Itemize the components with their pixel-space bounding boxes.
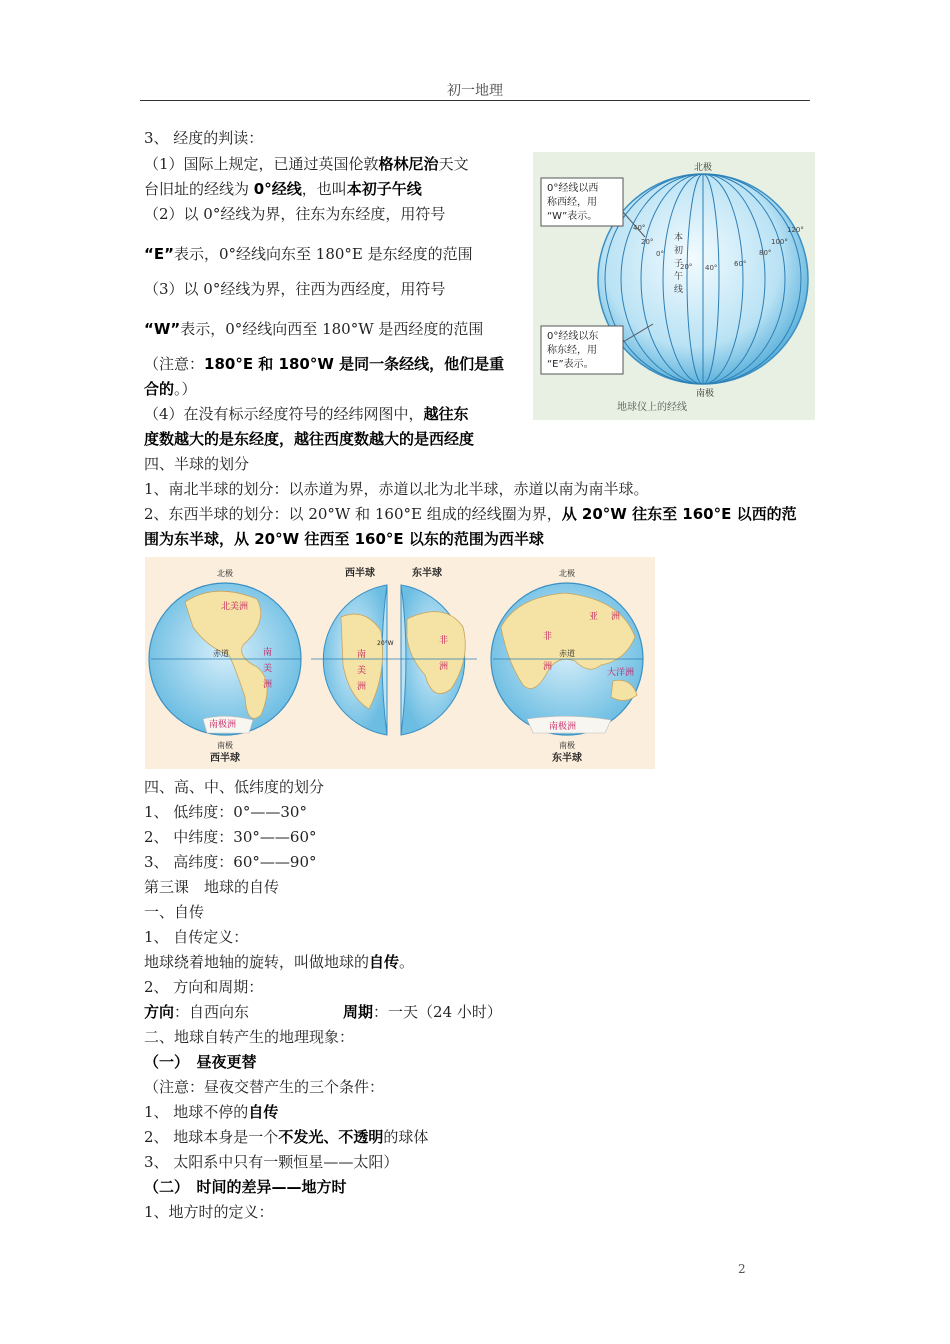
svg-text:线: 线 <box>674 285 684 295</box>
line-greenwich: （1）国际上规定，已通过英国伦敦格林尼治天文 <box>144 155 469 173</box>
svg-text:子: 子 <box>674 259 684 269</box>
north-pole-label: 北极 <box>693 163 713 173</box>
section-hemisphere: 四、半球的划分 <box>144 455 250 473</box>
svg-text:初: 初 <box>674 246 684 256</box>
svg-text:40°: 40° <box>633 224 646 232</box>
svg-text:“W”表示。: “W”表示。 <box>547 211 598 222</box>
section-rotation: 一、自传 <box>144 903 205 921</box>
line-unmarked-grid-end: 度数越大的是东经度，越往西度数越大的是西经度 <box>144 430 475 448</box>
svg-text:称东经，用: 称东经，用 <box>547 345 597 356</box>
south-pole-label: 南极 <box>695 389 715 399</box>
svg-text:100°: 100° <box>771 238 788 246</box>
line-condition-3: 3、 太阳系中只有一颗恒星——太阳） <box>144 1153 399 1171</box>
svg-text:称西经，用: 称西经，用 <box>547 197 597 208</box>
line-local-time-definition: 1、地方时的定义： <box>144 1203 274 1221</box>
line-direction-period: 方向：自西向东 周期：一天（24 小时） <box>144 1003 502 1021</box>
section-latitude: 四、高、中、低纬度的划分 <box>144 778 325 796</box>
line-rotation-definition: 地球绕着地轴的旋转，叫做地球的自传。 <box>144 953 415 971</box>
section-phenomena: 二、地球自转产生的地理现象： <box>144 1028 355 1046</box>
hemisphere-division-figure <box>145 557 655 769</box>
line-prime-meridian: 台旧址的经线为 0°经线，也叫本初子午线 <box>144 180 422 198</box>
fig2-equator-east: 赤道 <box>559 649 575 658</box>
antarctica-label-east: 南极洲 <box>549 722 577 732</box>
line-day-night-note: （注意：昼夜交替产生的三个条件： <box>144 1078 385 1096</box>
north-america-label: 北美洲 <box>221 602 249 612</box>
fig2-north-pole-west: 北极 <box>217 569 233 578</box>
figure1-caption: 地球仪上的经线 <box>617 402 687 413</box>
line-high-latitude: 3、 高纬度：60°——90° <box>144 853 317 871</box>
africa-label-2: 洲 <box>543 662 553 672</box>
asia-label-1: 亚 <box>589 612 599 622</box>
antarctica-label-west: 南极洲 <box>209 720 237 730</box>
fig2-north-pole-east: 北极 <box>559 569 575 578</box>
subsection-local-time: （二） 时间的差异——地方时 <box>144 1178 347 1196</box>
fig2-equator-west: 赤道 <box>213 649 229 658</box>
line-ew-hemisphere: 2、东西半球的划分：以 20°W 和 160°E 组成的经线圈为界，从 20°W 往东至 160°E 以西的范 <box>144 505 797 523</box>
svg-text:20°: 20° <box>680 263 693 271</box>
africa-label-1: 非 <box>543 632 553 642</box>
page-header-title: 初一地理 <box>447 83 503 99</box>
fig2-east-hemisphere-title: 东半球 <box>412 568 442 579</box>
south-america-label-2: 美 <box>263 664 273 674</box>
lesson-title: 第三课 地球的自传 <box>144 878 280 896</box>
subsection-day-night: （一） 昼夜更替 <box>144 1053 257 1071</box>
line-low-latitude: 1、 低纬度：0°——30° <box>144 803 307 821</box>
globe-meridians-figure <box>533 152 815 420</box>
east-hemisphere-globe <box>491 583 643 735</box>
svg-text:0°经线以西: 0°经线以西 <box>547 183 599 194</box>
fig2-meridian-label: 20°W <box>377 640 394 647</box>
fig2-south-pole-west: 南极 <box>217 741 233 750</box>
split-south-america-1: 南 <box>357 650 367 660</box>
line-condition-1: 1、 地球不停的自传 <box>144 1103 279 1121</box>
line-longitude-reading: 3、 经度的判读： <box>144 129 264 147</box>
asia-label-2: 洲 <box>611 612 621 622</box>
south-america-label-3: 洲 <box>263 680 273 690</box>
line-condition-2: 2、 地球本身是一个不发光、不透明的球体 <box>144 1128 429 1146</box>
fig2-west-hemisphere-title: 西半球 <box>345 568 375 579</box>
line-mid-latitude: 2、 中纬度：30°——60° <box>144 828 317 846</box>
line-direction-period-title: 2、 方向和周期： <box>144 978 264 996</box>
line-ns-hemisphere: 1、南北半球的划分：以赤道为界，赤道以北为北半球，赤道以南为南半球。 <box>144 480 649 498</box>
split-africa-2: 洲 <box>439 662 449 672</box>
fig2-east-caption: 东半球 <box>552 753 582 764</box>
svg-text:0°经线以东: 0°经线以东 <box>547 331 599 342</box>
line-west-range: “W”表示，0°经线向西至 180°W 是西经度的范围 <box>144 320 484 338</box>
svg-text:80°: 80° <box>759 249 772 257</box>
header-divider <box>140 100 810 101</box>
line-east-rule: （2）以 0°经线为界，往东为东经度，用符号 <box>144 205 446 223</box>
line-unmarked-grid: （4）在没有标示经度符号的经纬网图中，越往东 <box>144 405 469 423</box>
svg-text:40°: 40° <box>705 264 718 272</box>
line-note-180: （注意：180°E 和 180°W 是同一条经线，他们是重 <box>144 355 505 373</box>
oceania-label: 大洋洲 <box>607 668 635 678</box>
line-ew-hemisphere-end: 围为东半球，从 20°W 往西至 160°E 以东的范围为西半球 <box>144 530 544 548</box>
line-rotation-definition-title: 1、 自传定义： <box>144 928 249 946</box>
svg-text:午: 午 <box>674 272 684 282</box>
fig2-west-caption: 西半球 <box>210 753 240 764</box>
split-south-america-3: 洲 <box>357 682 367 692</box>
svg-text:本: 本 <box>674 233 684 243</box>
split-africa-1: 非 <box>439 636 449 646</box>
svg-text:“E”表示。: “E”表示。 <box>547 359 594 370</box>
line-note-180-end: 合的。） <box>144 380 197 398</box>
svg-text:20°: 20° <box>641 238 654 246</box>
line-east-range: “E”表示，0°经线向东至 180°E 是东经度的范围 <box>144 245 473 263</box>
page-number: 2 <box>738 1262 746 1276</box>
south-america-label-1: 南 <box>263 648 273 658</box>
split-south-america-2: 美 <box>357 666 367 676</box>
svg-text:120°: 120° <box>787 226 804 234</box>
svg-text:0°: 0° <box>656 250 664 258</box>
line-west-rule: （3）以 0°经线为界，往西为西经度，用符号 <box>144 280 446 298</box>
fig2-south-pole-east: 南极 <box>559 741 575 750</box>
svg-text:60°: 60° <box>734 260 747 268</box>
